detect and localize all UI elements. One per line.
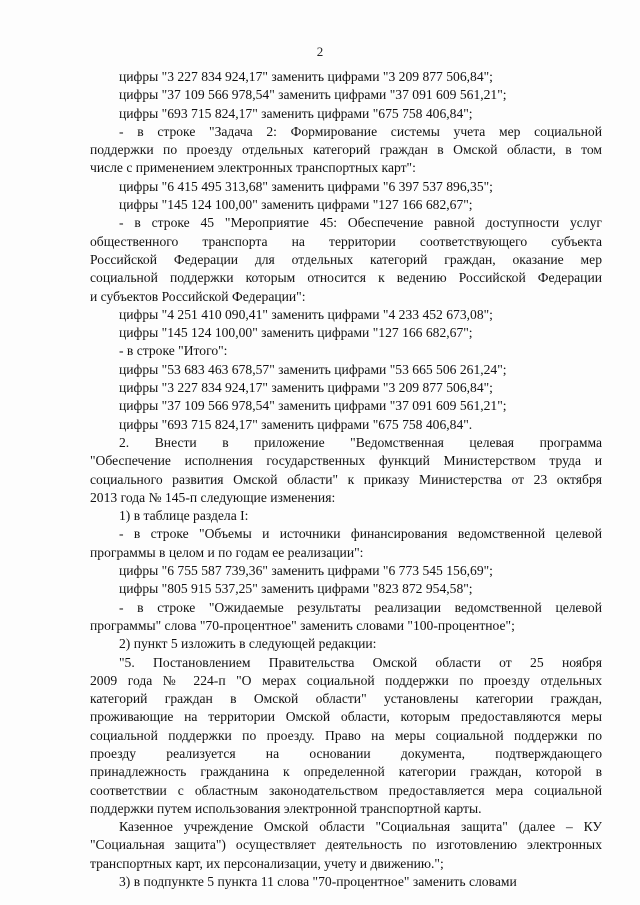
text-line: цифры "37 109 566 978,54" заменить цифрами "37 091 609 561,21"; [119, 398, 507, 414]
text-line: соответствии с областным законодательством предоставляется мера социальной [90, 782, 602, 798]
text-line: "Социальная защита") осуществляет деятельность по изготовлению электронных [90, 837, 602, 853]
text-line: поддержки по проезду отдельных категорий граждан в Омской области, в том [90, 142, 602, 158]
text-line: "5. Постановлением Правительства Омской области от 25 ноября [119, 654, 602, 670]
text-line: 3) в подпункте 5 пункта 11 слова "70-процентное" заменить словами [119, 874, 517, 890]
text-line: цифры "805 915 537,25" заменить цифрами "823 872 954,58"; [119, 581, 473, 597]
text-line: - в строке "Итого": [119, 343, 228, 359]
text-line: цифры "3 227 834 924,17" заменить цифрами "3 209 877 506,84"; [119, 69, 493, 84]
text-line: проезду реализуется на основании документа, подтверждающего [90, 745, 602, 761]
text-line: цифры "6 415 495 313,68" заменить цифрами "6 397 537 896,35"; [119, 178, 493, 194]
text-line: транспортных карт, их персонализации, учету и движению."; [90, 855, 444, 871]
text-line: 2) пункт 5 изложить в следующей редакции: [119, 636, 377, 652]
page-number: 2 [316, 44, 324, 59]
text-line: - в строке "Объемы и источники финансирования ведомственной целевой [119, 526, 602, 542]
text-line: и субъектов Российской Федерации": [90, 288, 306, 304]
text-line: Казенное учреждение Омской области "Социальная защита" (далее – КУ [119, 819, 602, 835]
text-line: программы в целом и по годам ее реализации": [90, 544, 364, 560]
text-line: - в строке 45 "Мероприятие 45: Обеспечение равной доступности услуг [119, 215, 602, 231]
text-line: цифры "693 715 824,17" заменить цифрами "675 758 406,84". [119, 416, 473, 432]
text-line: цифры "145 124 100,00" заменить цифрами "127 166 682,67"; [119, 325, 473, 341]
text-line: 2009 года № 224-п "О мерах социальной поддержки по проезду отдельных [90, 672, 602, 688]
text-line: цифры "6 755 587 739,36" заменить цифрами "6 773 545 156,69"; [119, 563, 493, 579]
text-line: - в строке "Ожидаемые результаты реализации ведомственной целевой [119, 599, 602, 615]
text-line: цифры "3 227 834 924,17" заменить цифрами "3 209 877 506,84"; [119, 380, 493, 396]
text-line: цифры "145 124 100,00" заменить цифрами "127 166 682,67"; [119, 197, 473, 213]
text-line: социальной поддержки по проезду. Право на меры социальной поддержки по [90, 727, 602, 743]
text-line: числе с применением электронных транспортных карт": [90, 160, 416, 176]
text-line: социального развития Омской области" к приказу Министерства от 23 октября [90, 471, 602, 487]
text-line: общественного транспорта на территории соответствующего субъекта [90, 233, 602, 249]
text-line: социальной поддержки которым относится к ведению Российской Федерации [90, 270, 602, 286]
text-line: цифры "53 683 463 678,57" заменить цифрами "53 665 506 261,24"; [119, 361, 507, 377]
text-line: поддержки путем использования электронной транспортной карты. [90, 800, 482, 816]
text-line: 2013 года № 145-п следующие изменения: [90, 489, 336, 505]
text-line: Российской Федерации для отдельных категорий граждан, оказание мер [90, 251, 602, 267]
text-line: - в строке "Задача 2: Формирование системы учета мер социальной [119, 123, 602, 139]
text-line: 2. Внести в приложение "Ведомственная целевая программа [119, 434, 602, 450]
text-line: проживающие на территории Омской области, которым предоставляются меры [90, 709, 602, 725]
text-line: "Обеспечение исполнения государственных функций Министерством труда и [90, 453, 602, 469]
text-line: программы" слова "70-процентное" заменить словами "100-процентное"; [90, 617, 515, 633]
text-line: цифры "37 109 566 978,54" заменить цифрами "37 091 609 561,21"; [119, 87, 507, 103]
text-line: принадлежность гражданина к определенной категории граждан, которой в [90, 764, 602, 780]
text-line: категорий граждан в Омской области" установлены категории граждан, [90, 691, 602, 707]
text-line: цифры "693 715 824,17" заменить цифрами "675 758 406,84"; [119, 105, 473, 121]
text-line: цифры "4 251 410 090,41" заменить цифрами "4 233 452 673,08"; [119, 306, 493, 322]
text-line: 1) в таблице раздела I: [119, 508, 249, 524]
document-body [90, 68, 602, 891]
